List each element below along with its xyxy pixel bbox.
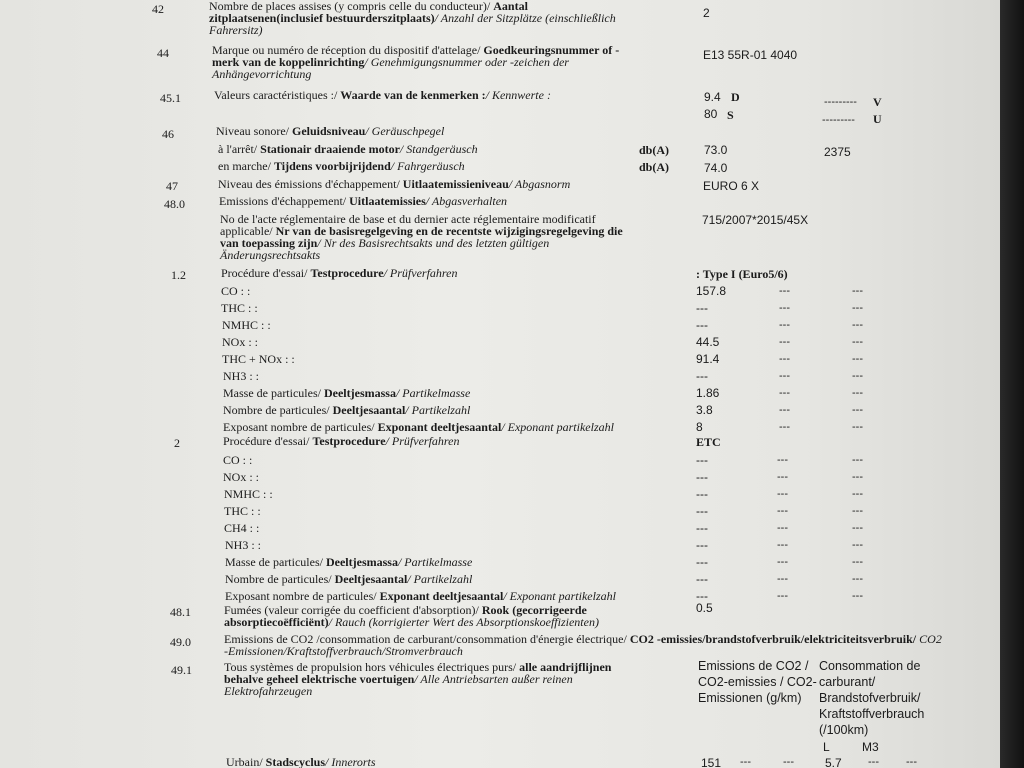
item-description: Urbain/ Stadscyclus/ Innerorts	[226, 755, 376, 768]
pollutant-label: Nombre de particules/ Deeltjesaantal/ Partikelzahl	[223, 403, 471, 417]
urban-dash: ---	[868, 756, 879, 768]
empty-cell-dash: ---	[779, 319, 790, 331]
pollutant-value: ---	[696, 589, 708, 603]
empty-cell-dash: ---	[777, 590, 788, 602]
pollutant-value: 44.5	[696, 335, 720, 349]
pollutant-label: Exposant nombre de particules/ Exponant deeltjesaantal/ Exponant partikelzahl	[225, 589, 616, 603]
dash-v: ---------	[824, 96, 857, 108]
pollutant-value: ---	[696, 504, 708, 518]
empty-cell-dash: ---	[777, 556, 788, 568]
label-d: D	[731, 90, 740, 104]
pollutant-value: 91.4	[696, 352, 720, 366]
empty-cell-dash: ---	[852, 336, 863, 348]
empty-cell-dash: ---	[777, 471, 788, 483]
pollutant-label: NOx : :	[223, 470, 259, 484]
empty-cell-dash: ---	[852, 353, 863, 365]
pollutant-value: ---	[696, 318, 708, 332]
urban-dash: ---	[783, 756, 794, 768]
item-description: Fumées (valeur corrigée du coefficient d'absorption)/ Rook (gecorrigeerde absorptiecoëfficiënt)/ Rauch (korrigierter Wert des Absorptionskoeffizienten)	[224, 603, 599, 629]
regulation-value: 715/2007*2015/45X	[702, 213, 809, 227]
item-number: 2	[174, 436, 180, 450]
empty-cell-dash: ---	[852, 522, 863, 534]
pollutant-value: 3.8	[696, 403, 713, 417]
pollutant-value: ---	[696, 555, 708, 569]
empty-cell-dash: ---	[777, 488, 788, 500]
pollutant-value: 157.8	[696, 284, 727, 298]
item-description: Procédure d'essai/ Testprocedure/ Prüfverfahren	[221, 266, 458, 280]
pollutant-label: Exposant nombre de particules/ Exponant deeltjesaantal/ Exponant partikelzahl	[223, 420, 614, 434]
empty-cell-dash: ---	[852, 404, 863, 416]
empty-cell-dash: ---	[852, 370, 863, 382]
empty-cell-dash: ---	[852, 556, 863, 568]
regulation-description: No de l'acte réglementaire de base et du dernier acte réglementaire modificatif applicable/ Nr van de basisregelgeving en de recentste wijzigingsregelgeving die van toepassing zijn/ Nr des Basisrechtsakts und des letzten gültigen Änderungsrechtsakts	[220, 212, 623, 262]
item-number: 48.1	[170, 605, 191, 619]
test-type: : Type I (Euro5/6)	[696, 267, 788, 281]
pollutant-value: 8	[696, 420, 703, 434]
item-description: Niveau des émissions d'échappement/ Uitlaatemissieniveau/ Abgasnorm	[218, 177, 571, 191]
pollutant-label: Masse de particules/ Deeltjesmassa/ Partikelmasse	[225, 555, 473, 569]
consumption-column-header: Consommation de carburant/ Brandstofverbruik/ Kraftstoffverbrauch (/100km)	[819, 659, 925, 737]
empty-cell-dash: ---	[852, 421, 863, 433]
pollutant-label: Masse de particules/ Deeltjesmassa/ Partikelmasse	[223, 386, 471, 400]
empty-cell-dash: ---	[777, 522, 788, 534]
empty-cell-dash: ---	[777, 505, 788, 517]
item-description: Marque ou numéro de réception du dispositif d'attelage/ Goedkeuringsnummer of -merk van de koppelinrichting/ Genehmigungsnummer oder -zeichen der Anhängevorrichtung	[212, 43, 620, 81]
item-number: 49.1	[171, 663, 192, 677]
empty-cell-dash: ---	[852, 285, 863, 297]
item-value: 2	[703, 6, 710, 20]
urban-co2-value: 151	[701, 756, 722, 768]
stationary-noise-value: 73.0	[704, 143, 728, 157]
unit-m3: M3	[862, 740, 879, 754]
empty-cell-dash: ---	[777, 454, 788, 466]
item-description: Niveau sonore/ Geluidsniveau/ Geräuschpegel	[216, 124, 445, 138]
pollutant-value: ---	[696, 369, 708, 383]
pollutant-value: ---	[696, 572, 708, 586]
moving-noise-label: en marche/ Tijdens voorbijrijdend/ Fahrgeräusch	[218, 159, 465, 173]
empty-cell-dash: ---	[852, 539, 863, 551]
pollutant-label: THC : :	[224, 504, 261, 518]
empty-cell-dash: ---	[779, 421, 790, 433]
empty-cell-dash: ---	[779, 302, 790, 314]
pollutant-value: ---	[696, 470, 708, 484]
item-number: 47	[166, 179, 178, 193]
pollutant-label: NMHC : :	[222, 318, 271, 332]
label-s: S	[727, 108, 734, 122]
empty-cell-dash: ---	[779, 285, 790, 297]
pollutant-value: ---	[696, 538, 708, 552]
label-v: V	[873, 95, 882, 109]
item-description: Procédure d'essai/ Testprocedure/ Prüfverfahren	[223, 434, 460, 448]
item-number: 48.0	[164, 197, 185, 211]
item-number: 45.1	[160, 91, 181, 105]
pollutant-label: NH3 : :	[225, 538, 261, 552]
empty-cell-dash: ---	[852, 471, 863, 483]
item-value: 0.5	[696, 601, 713, 615]
value-s: 80	[704, 107, 718, 121]
empty-cell-dash: ---	[852, 573, 863, 585]
pollutant-label: CH4 : :	[224, 521, 260, 535]
stationary-rpm-value: 2375	[824, 145, 851, 159]
empty-cell-dash: ---	[852, 387, 863, 399]
item-description: Tous systèmes de propulsion hors véhicules électriques purs/ alle aandrijflijnen behalve geheel elektrische voertuigen/ Alle Antriebsarten außer reinen Elektrofahrzeugen	[224, 660, 612, 698]
item-number: 49.0	[170, 635, 191, 649]
urban-dash: ---	[740, 756, 751, 768]
empty-cell-dash: ---	[779, 404, 790, 416]
empty-cell-dash: ---	[852, 319, 863, 331]
empty-cell-dash: ---	[779, 353, 790, 365]
pollutant-label: CO : :	[223, 453, 253, 467]
pollutant-value: ---	[696, 453, 708, 467]
item-description: Valeurs caractéristiques :/ Waarde van de kenmerken :/ Kennwerte :	[214, 88, 551, 102]
unit-dba: db(A)	[639, 143, 670, 157]
urban-consumption-value: 5.7	[825, 756, 842, 768]
item-value: EURO 6 X	[703, 179, 760, 193]
empty-cell-dash: ---	[852, 454, 863, 466]
item-description: Emissions de CO2 /consommation de carburant/consommation d'énergie électrique/ CO2 -emissies/brandstofverbruik/elektriciteitsverbruik/ CO2 -Emissionen/Kraftstoffverbrauch/Stromverbrauch	[224, 632, 942, 658]
empty-cell-dash: ---	[777, 573, 788, 585]
empty-cell-dash: ---	[852, 302, 863, 314]
empty-cell-dash: ---	[779, 387, 790, 399]
unit-litre: L	[823, 740, 830, 754]
test-type: ETC	[696, 435, 721, 449]
pollutant-label: THC + NOx : :	[222, 352, 295, 366]
empty-cell-dash: ---	[852, 488, 863, 500]
unit-dba: db(A)	[639, 160, 670, 174]
pollutant-value: ---	[696, 487, 708, 501]
background-edge	[1000, 0, 1024, 768]
moving-noise-value: 74.0	[704, 161, 728, 175]
pollutant-label: NH3 : :	[223, 369, 259, 383]
dash-u: ---------	[822, 114, 855, 126]
item-number: 44	[157, 46, 169, 60]
empty-cell-dash: ---	[779, 336, 790, 348]
empty-cell-dash: ---	[852, 505, 863, 517]
pollutant-value: ---	[696, 521, 708, 535]
pollutant-label: Nombre de particules/ Deeltjesaantal/ Partikelzahl	[225, 572, 473, 586]
pollutant-label: NMHC : :	[224, 487, 273, 501]
label-u: U	[873, 112, 882, 126]
urban-dash: ---	[906, 756, 917, 768]
pollutant-label: NOx : :	[222, 335, 258, 349]
empty-cell-dash: ---	[779, 370, 790, 382]
co2-column-header: Emissions de CO2 / CO2-emissies / CO2- Emissionen (g/km)	[698, 659, 817, 705]
empty-cell-dash: ---	[852, 590, 863, 602]
pollutant-value: 1.86	[696, 386, 720, 400]
item-number: 42	[152, 2, 164, 16]
value-d: 9.4	[704, 90, 721, 104]
empty-cell-dash: ---	[777, 539, 788, 551]
pollutant-label: THC : :	[221, 301, 258, 315]
pollutant-label: CO : :	[221, 284, 251, 298]
item-value: E13 55R-01 4040	[703, 48, 798, 62]
pollutant-value: ---	[696, 301, 708, 315]
item-description: Nombre de places assises (y compris celle du conducteur)/ Aantal zitplaatsenen(inclusief bestuurderszitplaats)/ Anzahl der Sitzplätze (einschließlich Fahrersitz)	[209, 0, 616, 37]
item-number: 46	[162, 127, 174, 141]
item-description: Emissions d'échappement/ Uitlaatemissies/ Abgasverhalten	[219, 194, 508, 208]
item-number: 1.2	[171, 268, 186, 282]
stationary-noise-label: à l'arrêt/ Stationair draaiende motor/ Standgeräusch	[218, 142, 478, 156]
